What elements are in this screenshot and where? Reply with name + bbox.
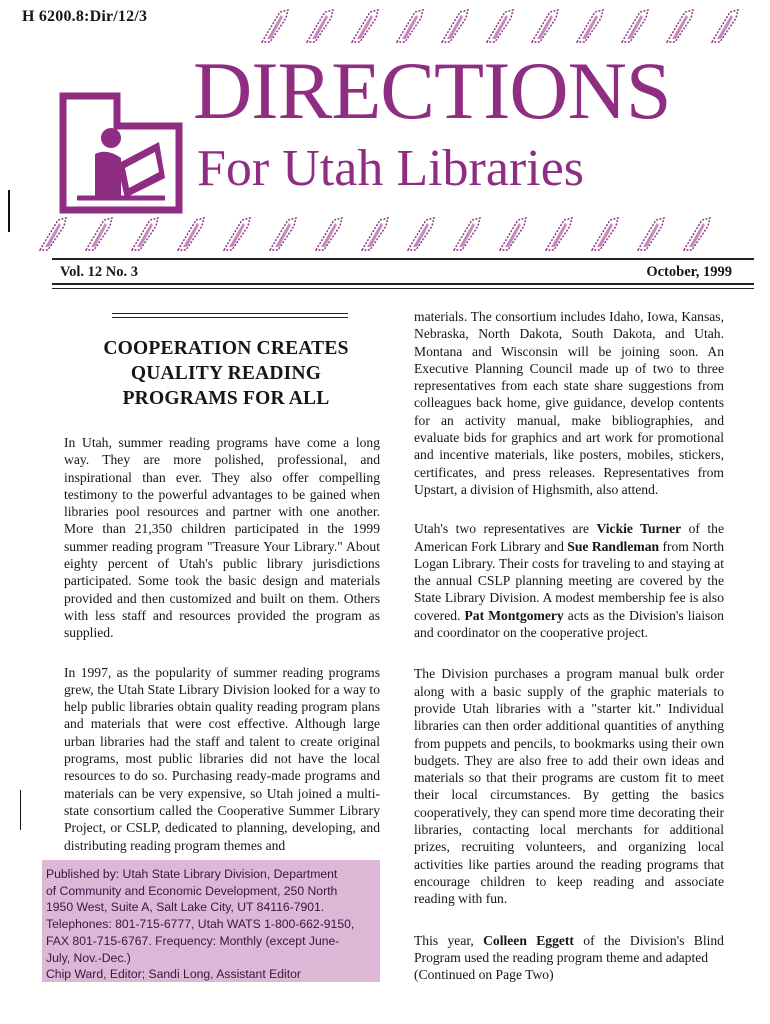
publisher-line: of Community and Economic Development, 250 North (46, 883, 338, 898)
issue-volume: Vol. 12 No. 3 (60, 264, 139, 280)
header-rule-bottom (52, 283, 754, 285)
arrow-ornament-icon (537, 15, 553, 39)
arrow-ornament-icon (627, 15, 643, 39)
arrow-ornament-icon (672, 15, 688, 39)
arrow-ornament-icon (267, 15, 283, 39)
arrow-ornament-icon (321, 223, 337, 247)
arrow-ornament-icon (459, 223, 475, 247)
arrow-ornament-icon (717, 15, 733, 39)
scan-edge-mark (20, 790, 21, 830)
person-name: Vickie Turner (596, 521, 682, 537)
publisher-line: Telephones: 801-715-6777, Utah WATS 1-800-662-9150, (46, 917, 355, 932)
arrow-ornament-icon (597, 223, 613, 247)
person-name: Colleen Eggett (483, 932, 574, 948)
paragraph: materials. The consortium includes Idaho, Iowa, Kansas, Nebraska, North Dakota, South Dakota, and Utah. Montana and Wisconsin will be joining soon. An Executive Planning Council made up of two to three representatives from each state share suggestions from colleagues back home, give guidance, develop contents for an activity manual, make bibliographies, and evaluate bids for graphics and art work for promotional and incentive materials, like posters, mobiles, stickers, certificates, and press releases. Representatives from Upstart, a division of Highsmith, also attend. (414, 309, 724, 497)
headline-rule-1 (112, 313, 348, 314)
person-name: Pat Montgomery (464, 607, 564, 623)
publisher-line: Chip Ward, Editor; Sandi Long, Assistant Editor (46, 967, 301, 982)
paragraph: In 1997, as the popularity of summer reading programs grew, the Utah State Library Division looked for a way to help public libraries obtain quality reading program plans and materials that were cost effective. Although large urban libraries had the staff and talent to create original programs, most public libraries did not have the local resources to do so. Purchasing ready-made programs and materials can be very expensive, so Utah joined a multi-state consortium called the Cooperative Summer Library Project, or CSLP, dedicated to planning, developing, and distributing reading program themes and (64, 664, 380, 853)
arrow-ornament-icon (447, 15, 463, 39)
arrow-ornament-icon (689, 223, 705, 247)
headline-line: PROGRAMS FOR ALL (122, 388, 330, 409)
arrow-ornament-icon (643, 223, 659, 247)
paragraph: This year, Colleen Eggett of the Division's Blind Program used the reading program theme and adapted (Continued on Page Two) (414, 932, 724, 983)
scan-edge-mark (8, 190, 10, 232)
paragraph: The Division purchases a program manual bulk order along with a basic supply of the graphic materials to provide Utah libraries with a "starter kit." Individual libraries can then order additional quantities of anything from puppets and pencils, to bookmarks using their own budgets. They are also free to add their own ideas and materials so that their programs are custom fit to meet their local circumstances. By getting the basics cooperatively, they can spend more time decorating their libraries, contacting local merchants for additional prizes, recruiting volunteers, and organizing local activities like parties around the reading programs that encourage children to keep reading and associate reading with fun. (414, 666, 724, 907)
publisher-line: 1950 West, Suite A, Salt Lake City, UT 84116-7901. (46, 900, 325, 915)
paragraph: In Utah, summer reading programs have come a long way. They are more polished, professional, and inspirational than ever. They also offer compelling testimony to the powerful advantages to be gained when libraries pool resources and partner with one another. More than 21,350 children participated in the 1999 summer reading program "Treasure Your Library." About eighty percent of Utah's public library jurisdictions participated. Some took the basic design and materials provided and then customized and built on them. Others with less staff and resources provided the program as supplied. (64, 435, 380, 641)
publisher-info-box (42, 860, 380, 982)
publisher-line: July, Nov.-Dec.) (46, 950, 131, 965)
article-right-column (414, 308, 724, 983)
arrow-ornament-icon (183, 223, 199, 247)
article-headline (64, 336, 388, 411)
arrow-ornament-icon (505, 223, 521, 247)
arrow-ornament-icon (367, 223, 383, 247)
arrow-ornament-icon (582, 15, 598, 39)
issue-date: October, 1999 (646, 264, 732, 280)
headline-line: COOPERATION CREATES (103, 338, 349, 359)
paragraph: Utah's two representatives are Vickie Turner of the American Fork Library and Sue Randleman from North Logan Library. Their costs for traveling to and staying at the annual CSLP planning meeting are covered by the State Library Division. A modest membership fee is also covered. Pat Montgomery acts as the Division's liaison and coordinator on the cooperative project. (414, 521, 725, 641)
arrow-ornament-icon (402, 15, 418, 39)
arrow-ornament-icon (45, 223, 61, 247)
arrow-ornament-icon (492, 15, 508, 39)
headline-rule-2 (112, 317, 348, 318)
decorative-arrow-row-bottom (0, 214, 770, 254)
arrow-ornament-icon (413, 223, 429, 247)
continued-note: (Continued on Page Two) (414, 967, 554, 983)
masthead-subtitle: For Utah Libraries (197, 140, 585, 197)
arrow-ornament-icon (229, 223, 245, 247)
arrow-ornament-icon (275, 223, 291, 247)
header-rule-thin (52, 288, 754, 289)
arrow-ornament-icon (357, 15, 373, 39)
arrow-ornament-icon (312, 15, 328, 39)
person-name: Sue Randleman (567, 538, 660, 554)
publisher-line: Published by: Utah State Library Division, Department (46, 867, 338, 881)
headline-line: QUALITY READING (130, 363, 322, 384)
arrow-ornament-icon (91, 223, 107, 247)
article-left-column (64, 434, 380, 854)
utah-reader-icon (55, 86, 187, 218)
arrow-ornament-icon (551, 223, 567, 247)
arrow-ornament-icon (137, 223, 153, 247)
catalog-code: H 6200.8:Dir/12/3 (22, 8, 148, 25)
publisher-line: FAX 801-715-6767. Frequency: Monthly (except June- (46, 933, 340, 948)
masthead-title: DIRECTIONS (193, 45, 671, 136)
decorative-arrow-row-top (0, 6, 770, 46)
header-rule-top (52, 258, 754, 260)
